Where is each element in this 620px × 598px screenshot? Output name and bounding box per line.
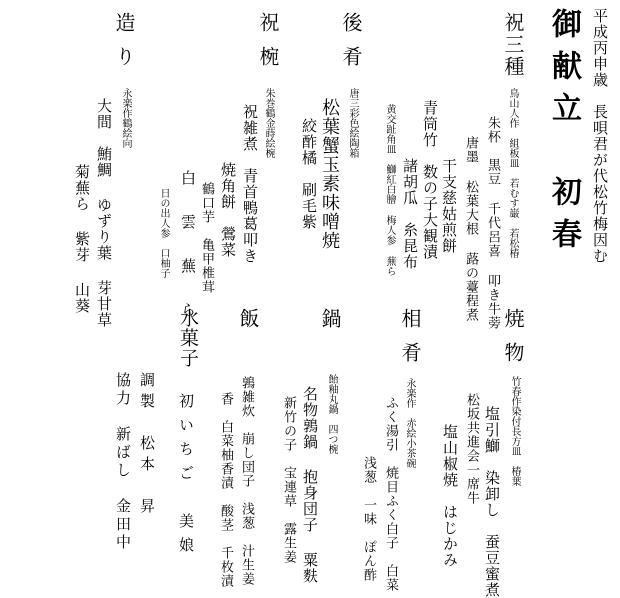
course-line: 松坂共進会一席牛 [464,393,479,505]
course-line: 絞酢橘 刷毛紫 [300,118,318,230]
course-line: 干支慈姑煎餅 [440,158,458,254]
credit-prepared: 調製 松本 昇 [138,372,156,519]
course-line: 焼角餅 鶯菜 [219,162,237,258]
course-line: 新竹の子 宝連草 露生姜 [281,396,296,564]
course-line: 菊蕪ら 紫芽 山葵 [73,164,91,314]
course-line: 大間 鮪鯛 ゆずり葉 芽甘草 [95,98,113,328]
course-line: 松葉蟹玉素味噌焼 [319,98,340,250]
course-line: 鳥山人作 組板皿 若むす巌 若松椿 [507,88,518,258]
course-line: ふく湯引 焼目ふく白子 白菜 [383,396,398,592]
course-line: 永楽作鶴絵向 [120,88,131,148]
menu-title: 御献立 初春 [546,8,581,260]
course-heading-atozakana: 後肴 [339,12,363,80]
course-heading-nabe: 鍋 [318,308,342,342]
course-line: 浅葱 一味 ぽん酢 [361,456,376,582]
course-heading-meshi: 飯 [236,308,260,342]
course-line: 初いちご 美娘 [177,393,195,561]
course-line: 鶉雑炊 崩し団子 浅葱 汁生姜 [239,376,254,586]
course-heading-iwai-wan: 祝椀 [256,12,280,80]
course-line: 永楽作 赤絵小茶碗 [404,378,415,468]
course-line: 黄交趾角皿 鰤紅白膾 梅人参 蕪ら [384,104,395,276]
course-line: 塩引鰤 染卸し 蚕豆蜜煮 [483,406,501,598]
course-heading-mizugashi: 水菓子 [177,308,199,368]
course-line: 諸胡瓜 糸昆布 [401,158,419,270]
credit-cooperation: 協力 新ばし 金田中 [114,372,132,552]
course-line: 日の出人参 口柚子 [158,188,169,278]
course-line: 名物鶉鍋 抱身団子 粟麩 [301,386,319,584]
occasion-line: 平成丙申歳 長唄君が代松竹梅因む [591,8,609,264]
course-line: 祝雑煮 青首鴨葛叩き [241,104,259,264]
course-heading-yakimono: 焼物 [501,308,525,376]
course-line: 塩山椒焼 はじかみ [441,424,459,568]
course-heading-aizakana: 相肴 [398,308,422,376]
course-line: 青筒竹 数の子大観漬 [421,100,439,260]
course-line: 竹春作染付長方皿 椿葉 [509,376,520,486]
course-line: 飴釉丸鍋 四つ椀 [326,374,337,454]
course-line: 白 雲 蕪 ら [179,170,197,324]
course-line: 唐墨 松葉大根 蕗の薹程煮 [463,136,478,322]
course-line: 朱杯 黒豆 千代呂喜 叩き牛蒡 [485,116,500,330]
course-line: 唐三彩色絵陶箱 [347,88,358,158]
course-line: 香 白菜柚香漬 酸茎 千枚漬 [218,392,233,588]
course-heading-tsukuri: 造り [112,12,136,80]
course-line: 朱巻鶴金蒔絵椀 [263,88,274,158]
course-line: 鶴口芋 亀甲椎茸 [199,182,214,294]
course-heading-iwai-sanshu: 祝三種 [501,12,525,78]
